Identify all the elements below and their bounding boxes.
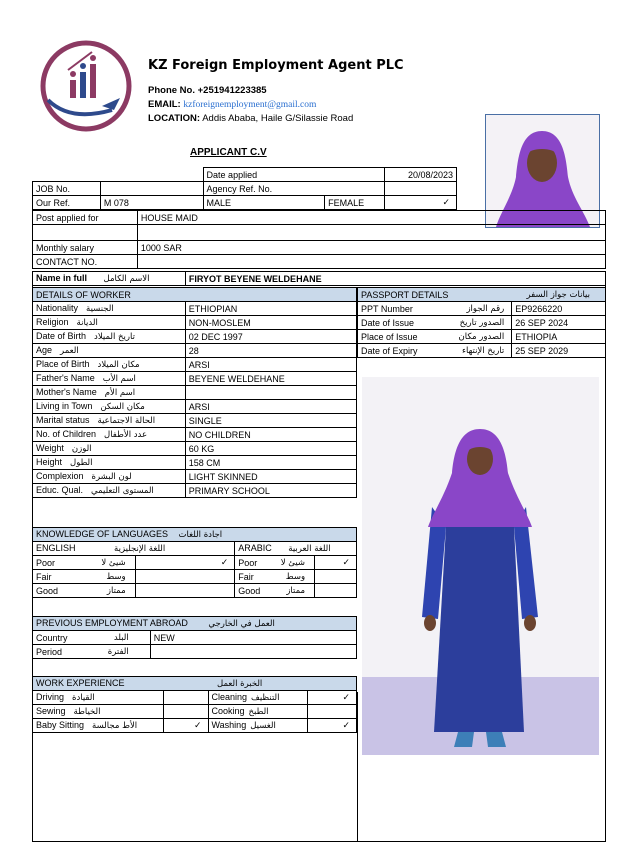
worker-row [33, 484, 357, 498]
worker-label: Father's Name [36, 373, 95, 383]
worker-label-ar: المستوى التعليمي [91, 486, 154, 496]
worker-label-cell [33, 400, 186, 414]
post-label: Post applied for [33, 211, 138, 225]
worker-row [33, 386, 357, 400]
english-level-cell [33, 570, 136, 584]
english-level-ar: ممتاز [106, 585, 126, 596]
worker-label: Marital status [36, 415, 90, 425]
passport-label-ar: تاريخ الإنتهاء [462, 345, 505, 356]
worker-row [33, 330, 357, 344]
experience-right-ar: الغسيل [250, 721, 276, 731]
worker-value: PRIMARY SCHOOL [185, 484, 356, 498]
worker-value: 158 CM [185, 456, 356, 470]
experience-left-cell [33, 705, 164, 719]
worker-value: NO CHILDREN [185, 428, 356, 442]
english-cell [33, 542, 235, 556]
passport-row [358, 316, 606, 330]
worker-row [33, 470, 357, 484]
previous-heading-cell [33, 617, 357, 631]
language-row [33, 556, 357, 570]
experience-left-label: Driving [36, 692, 65, 702]
worker-value: LIGHT SKINNED [185, 470, 356, 484]
worker-row [33, 400, 357, 414]
female-check: ✓ [385, 196, 457, 210]
worker-label-ar: اسم الأب [102, 374, 136, 384]
english-level-cell [33, 556, 136, 570]
experience-right-label: Cooking [211, 706, 245, 716]
period-value [150, 645, 356, 659]
worker-value: SINGLE [185, 414, 356, 428]
passport-row [358, 330, 606, 344]
worker-label-cell [33, 344, 186, 358]
worker-label-ar: العمر [60, 346, 79, 356]
worker-label: Height [36, 457, 63, 467]
worker-label: Age [36, 345, 53, 355]
applicant-full-photo [362, 377, 599, 755]
passport-value: 26 SEP 2024 [512, 316, 606, 330]
worker-label: Living in Town [36, 401, 93, 411]
phone-label: Phone No. [148, 85, 195, 96]
passport-label-cell [358, 316, 512, 330]
agency-ref-label: Agency Ref. No. [203, 182, 385, 196]
male-label: MALE [203, 196, 325, 210]
passport-label-ar: الصدور تاريخ [459, 317, 505, 328]
passport-heading: PASSPORT DETAILS [361, 289, 449, 300]
experience-left-check: ✓ [163, 719, 208, 733]
name-table [32, 271, 606, 286]
worker-label-ar: عدد الأطفال [104, 430, 148, 440]
our-ref-label: Our Ref. [33, 196, 101, 210]
worker-label-ar: مكان الميلاد [97, 360, 140, 370]
name-label-ar: الاسم الكامل [103, 274, 150, 284]
name-label-cell [33, 272, 186, 286]
worker-row [33, 358, 357, 372]
job-no-value [100, 182, 203, 196]
arabic-level-label: Fair [238, 571, 254, 582]
date-applied-value: 20/08/2023 [385, 168, 457, 182]
reference-table [32, 167, 457, 210]
experience-right-label: Cleaning [211, 692, 248, 702]
column-divider [357, 692, 358, 842]
experience-row [33, 719, 357, 733]
experience-heading: WORK EXPERIENCE [36, 678, 125, 688]
experience-right-label: Washing [211, 720, 247, 730]
worker-row [33, 316, 357, 330]
passport-label: Date of Expiry [361, 345, 418, 356]
experience-heading-cell [33, 677, 357, 691]
experience-table [32, 676, 357, 733]
passport-label-cell [358, 330, 512, 344]
worker-label-ar: مكان السكن [100, 402, 145, 412]
job-no-label: JOB No. [33, 182, 101, 196]
passport-label-cell [358, 302, 512, 316]
arabic-label-ar: اللغة العربية [288, 544, 331, 554]
application-table [32, 210, 606, 269]
contact-label: CONTACT NO. [33, 255, 138, 269]
worker-row [33, 456, 357, 470]
worker-label-cell [33, 302, 186, 316]
worker-label-cell [33, 484, 186, 498]
worker-label: Mother's Name [36, 387, 97, 397]
english-level-cell [33, 584, 136, 598]
worker-label-ar: الحالة الاجتماعية [97, 416, 156, 426]
salary-value: 1000 SAR [137, 241, 605, 255]
experience-left-ar: الأط مجالسة [92, 721, 138, 731]
experience-right-cell [208, 705, 308, 719]
email-link[interactable]: kzforeignemployment@gmail.com [183, 100, 317, 110]
english-level-ar: وسط [106, 571, 126, 582]
passport-value: 25 SEP 2029 [512, 344, 606, 358]
english-level-ar: شيئ لا [101, 557, 126, 568]
name-label: Name in full [36, 273, 88, 283]
languages-table [32, 527, 357, 598]
worker-row [33, 414, 357, 428]
arabic-level-label: Good [238, 585, 261, 596]
document-title: APPLICANT C.V [190, 147, 267, 158]
passport-label-ar: رقم الجواز [466, 303, 505, 314]
passport-label: PPT Number [361, 303, 413, 314]
english-level-check: ✓ [135, 556, 235, 570]
phone-line [148, 84, 267, 97]
english-label-ar: اللغة الإنجليزية [114, 544, 166, 554]
worker-label: Nationality [36, 303, 79, 313]
worker-label-cell [33, 414, 186, 428]
passport-label: Place of Issue [361, 331, 418, 342]
worker-value: 02 DEC 1997 [185, 330, 356, 344]
experience-row [33, 705, 357, 719]
languages-heading-ar: اجادة اللغات [178, 530, 223, 540]
phone-value: +251941223385 [197, 85, 267, 96]
experience-left-label: Baby Sitting [36, 720, 85, 730]
worker-table [32, 287, 357, 498]
salary-spacer [33, 225, 138, 241]
experience-right-ar: التنظيف [251, 693, 280, 703]
worker-label: Religion [36, 317, 69, 327]
worker-label-cell [33, 358, 186, 372]
salary-label: Monthly salary [33, 241, 138, 255]
worker-row [33, 302, 357, 316]
worker-value [185, 386, 356, 400]
worker-label-ar: لون البشرة [91, 472, 132, 482]
arabic-level-cell [235, 584, 315, 598]
worker-label: Weight [36, 443, 64, 453]
worker-label-cell [33, 470, 186, 484]
arabic-level-ar: وسط [285, 571, 306, 582]
location-line [148, 112, 353, 125]
arabic-level-label: Poor [238, 557, 258, 568]
agency-ref-value [385, 182, 457, 196]
arabic-level-check [315, 570, 357, 584]
passport-label-cell [358, 344, 512, 358]
worker-value: 28 [185, 344, 356, 358]
english-level-label: Good [36, 585, 59, 596]
languages-heading: KNOWLEDGE OF LANGUAGES [36, 529, 169, 539]
worker-label: No. of Children [36, 429, 97, 439]
arabic-level-cell [235, 570, 315, 584]
email-label: EMAIL: [148, 99, 181, 110]
post-value: HOUSE MAID [137, 211, 605, 225]
period-label-cell [33, 645, 151, 659]
name-value: FIRYOT BEYENE WELDEHANE [185, 272, 605, 286]
worker-label: Educ. Qual. [36, 485, 84, 495]
experience-left-ar: القيادة [72, 693, 95, 703]
passport-row [358, 344, 606, 358]
worker-label-cell [33, 316, 186, 330]
worker-row [33, 344, 357, 358]
previous-heading-ar: العمل في الخارجي [208, 619, 275, 629]
worker-label: Date of Birth [36, 331, 87, 341]
arabic-level-ar: ممتاز [286, 585, 306, 596]
worker-label-ar: الوزن [71, 444, 92, 454]
passport-value: EP9266220 [512, 302, 606, 316]
passport-label-ar: الصدور مكان [458, 331, 505, 342]
experience-left-ar: الخياطة [73, 707, 101, 717]
contact-value [137, 255, 605, 269]
our-ref-value: M 078 [100, 196, 203, 210]
passport-heading-cell [358, 288, 606, 302]
previous-employment-table [32, 616, 357, 659]
language-row [33, 570, 357, 584]
country-label: Country [36, 632, 68, 643]
country-value: NEW [150, 631, 356, 645]
experience-right-cell [208, 691, 308, 705]
passport-value: ETHIOPIA [512, 330, 606, 344]
arabic-level-check [315, 584, 357, 598]
salary-spacer-2 [137, 225, 605, 241]
passport-label: Date of Issue [361, 317, 415, 328]
arabic-cell [235, 542, 357, 556]
company-logo [40, 40, 132, 132]
previous-heading: PREVIOUS EMPLOYMENT ABROAD [36, 618, 188, 628]
worker-label-ar: الطول [70, 458, 93, 468]
passport-heading-ar: بيانات جواز السفر [526, 289, 590, 300]
worker-label-cell [33, 386, 186, 400]
worker-label-ar: تاريخ الميلاد [94, 332, 135, 342]
english-label: ENGLISH [36, 543, 76, 553]
worker-label: Complexion [36, 471, 84, 481]
worker-value: BEYENE WELDEHANE [185, 372, 356, 386]
experience-heading-ar: الخبرة العمل [217, 679, 263, 689]
worker-heading: DETAILS OF WORKER [33, 288, 357, 302]
worker-label-cell [33, 456, 186, 470]
country-label-cell [33, 631, 151, 645]
company-name: KZ Foreign Employment Agent PLC [148, 58, 404, 73]
arabic-level-cell [235, 556, 315, 570]
english-level-check [135, 570, 235, 584]
experience-left-cell [33, 719, 164, 733]
worker-value: NON-MOSLEM [185, 316, 356, 330]
worker-label-cell [33, 442, 186, 456]
arabic-level-ar: شيئ لا [280, 557, 306, 568]
worker-label-ar: اسم الأم [104, 388, 136, 398]
period-label: Period [36, 646, 63, 657]
female-label: FEMALE [325, 196, 385, 210]
arabic-label: ARABIC [238, 543, 272, 553]
worker-label-cell [33, 372, 186, 386]
experience-right-ar: الطبخ [248, 707, 269, 717]
languages-heading-cell [33, 528, 357, 542]
english-level-check [135, 584, 235, 598]
arabic-level-check: ✓ [315, 556, 357, 570]
worker-value: ARSI [185, 358, 356, 372]
date-applied-label: Date applied [203, 168, 385, 182]
experience-right-check [308, 705, 357, 719]
worker-label-cell [33, 428, 186, 442]
worker-value: 60 KG [185, 442, 356, 456]
experience-left-check [163, 691, 208, 705]
experience-left-label: Sewing [36, 706, 66, 716]
experience-left-check [163, 705, 208, 719]
english-level-label: Fair [36, 571, 52, 582]
english-level-label: Poor [36, 557, 56, 568]
worker-value: ETHIOPIAN [185, 302, 356, 316]
experience-row [33, 691, 357, 705]
passport-row [358, 302, 606, 316]
worker-value: ARSI [185, 400, 356, 414]
experience-right-check: ✓ [308, 691, 357, 705]
language-row [33, 584, 357, 598]
email-line [148, 98, 316, 112]
experience-left-cell [33, 691, 164, 705]
worker-row [33, 428, 357, 442]
worker-row [33, 442, 357, 456]
period-label-ar: الفترة [107, 646, 129, 657]
experience-right-cell [208, 719, 308, 733]
passport-table [357, 287, 606, 358]
country-label-ar: البلد [113, 632, 129, 643]
worker-label-cell [33, 330, 186, 344]
worker-row [33, 372, 357, 386]
worker-label-ar: الديانة [76, 318, 98, 328]
worker-label: Place of Birth [36, 359, 90, 369]
worker-label-ar: الجنسية [86, 304, 114, 314]
experience-right-check: ✓ [308, 719, 357, 733]
location-label: LOCATION: [148, 113, 201, 124]
location-value: Addis Ababa, Haile G/Silassie Road [202, 113, 354, 124]
